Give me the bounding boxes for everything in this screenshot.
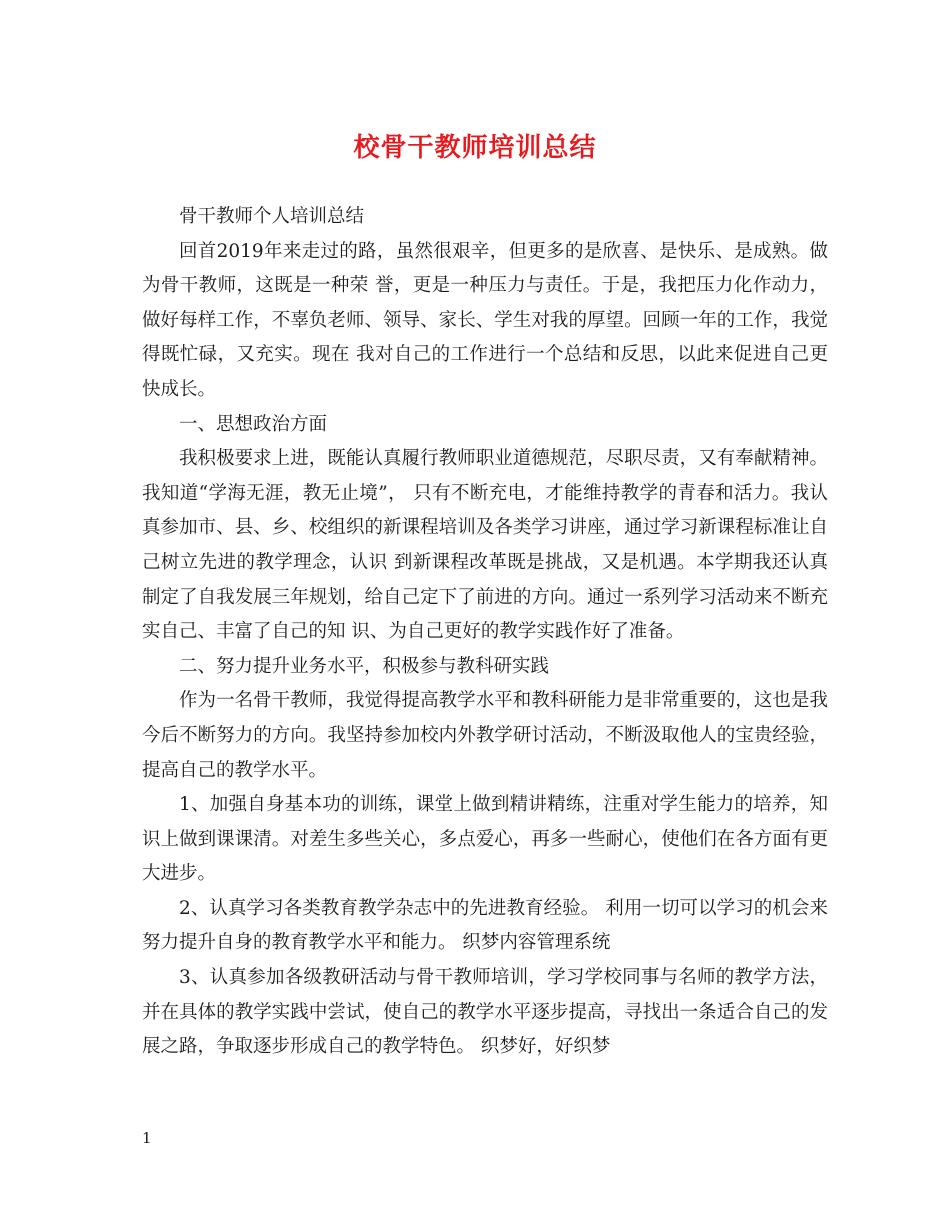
paragraph-professional: 作为一名骨干教师，我觉得提高教学水平和教科研能力是非常重要的，这也是我今后不断努力的方向。我坚持参加校内外教学研讨活动，不断汲取他人的宝贵经验，提高自己的教学水平。 — [142, 690, 828, 781]
document-body — [142, 200, 828, 1065]
list-item-3: 3、认真参加各级教研活动与骨干教师培训，学习学校同事与名师的教学方法，并在具体的教学实践中尝试，使自己的教学水平逐步提高，寻找出一条适合自己的发展之路，争取逐步形成自己的教学特色。 织梦好，好织梦 — [142, 967, 828, 1058]
page-number: 1 — [142, 1129, 152, 1147]
list-item-2: 2、认真学习各类教育教学杂志中的先进教育经验。 利用一切可以学习的机会来努力提升自身的教育教学水平和能力。 织梦内容管理系统 — [142, 897, 828, 954]
paragraph-intro: 回首2019年来走过的路，虽然很艰辛，但更多的是欣喜、是快乐、是成熟。做为骨干教师，这既是一种荣 誉，更是一种压力与责任。于是，我把压力化作动力，做好每样工作，不辜负老师、领导、家长、学生对我的厚望。回顾一年的工作，我觉得既忙碌，又充实。现在 我对自己的工作进行一个总结和反思，以此来促进自己更快成长。 — [142, 240, 828, 400]
document-title: 校骨干教师培训总结 — [353, 133, 597, 163]
section-subtitle: 骨干教师个人培训总结 — [179, 206, 365, 227]
heading-political: 一、思想政治方面 — [179, 413, 328, 435]
list-item-1: 1、加强自身基本功的训练，课堂上做到精讲精练，注重对学生能力的培养，知识上做到课课清。对差生多些关心，多点爱心，再多一些耐心，使他们在各方面有更大进步。 — [142, 794, 828, 885]
heading-professional: 二、努力提升业务水平，积极参与教科研实践 — [179, 655, 550, 677]
paragraph-political: 我积极要求上进，既能认真履行教师职业道德规范，尽职尽责，又有奉献精神。我知道“学海无涯，教无止境”， 只有不断充电，才能维持教学的青春和活力。我认真参加市、县、乡、校组织的新课程培训及各类学习讲座，通过学习新课程标准让自己树立先进的教学理念，认识 到新课程改革既是挑战，又是机遇。本学期我还认真制定了自我发展三年规划，给自己定下了前进的方向。通过一系列学习活动来不断充实自己、丰富了自己的知 识、为自己更好的教学实践作好了准备。 — [142, 448, 828, 643]
